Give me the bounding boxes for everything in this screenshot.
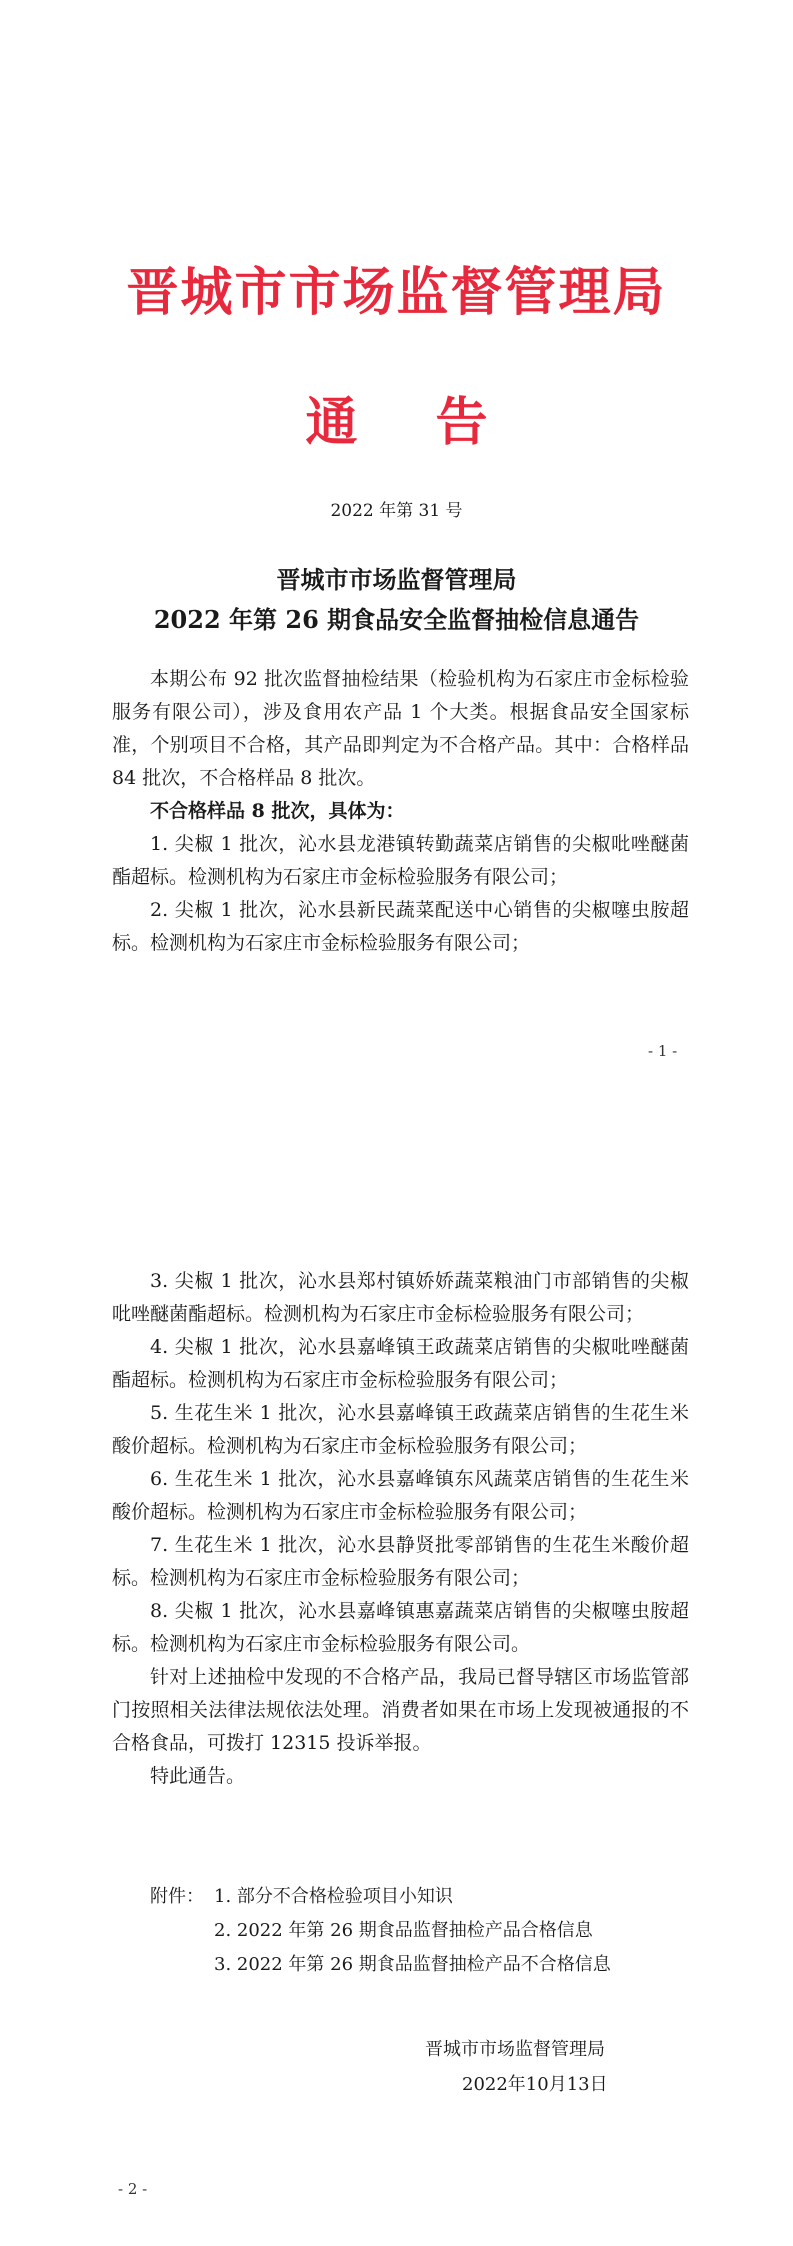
page1-body [112, 663, 689, 960]
page-gap [0, 1100, 793, 1160]
unqualified-item-5: 5. 生花生米 1 批次，沁水县嘉峰镇王政蔬菜店销售的生花生米酸价超标。检测机构为石家庄市金标检验服务有限公司； [112, 1402, 689, 1457]
subtitle-line-1: 晋城市市场监督管理局 [276, 565, 517, 594]
signature-date: 2022年10月13日 [462, 2074, 608, 2095]
attachment-1: 1. 部分不合格检验项目小知识 [214, 1886, 453, 1907]
unqualified-summary: 不合格样品 8 批次，具体为： [150, 800, 405, 822]
attachment-2: 2. 2022 年第 26 期食品监督抽检产品合格信息 [214, 1920, 593, 1941]
handling-paragraph: 针对上述抽检中发现的不合格产品，我局已督导辖区市场监管部门按照相关法律法规依法处理。消费者如果在市场上发现被通报的不合格食品，可拨打 12315 投诉举报。 [112, 1666, 689, 1754]
document-number: 2022 年第 31 号 [330, 501, 463, 521]
unqualified-item-4: 4. 尖椒 1 批次，沁水县嘉峰镇王政蔬菜店销售的尖椒吡唑醚菌酯超标。检测机构为石家庄市金标检验服务有限公司； [112, 1336, 689, 1391]
attachment-row [150, 1880, 710, 1914]
attachment-3: 3. 2022 年第 26 期食品监督抽检产品不合格信息 [214, 1954, 611, 1975]
page2-body [112, 1265, 689, 1793]
unqualified-item-3: 3. 尖椒 1 批次，沁水县郑村镇娇娇蔬菜粮油门市部销售的尖椒吡唑醚菌酯超标。检测机构为石家庄市金标检验服务有限公司； [112, 1270, 689, 1325]
page-number-2: - 2 - [118, 2180, 148, 2198]
unqualified-item-2: 2. 尖椒 1 批次，沁水县新民蔬菜配送中心销售的尖椒噻虫胺超标。检测机构为石家庄市金标检验服务有限公司； [112, 899, 689, 954]
subtitle-line-2: 2022 年第 26 期食品安全监督抽检信息通告 [153, 605, 640, 634]
document-page-1 [0, 0, 793, 1100]
attachments-label: 附件： [150, 1886, 204, 1907]
closing-remark: 特此通告。 [150, 1765, 246, 1787]
attachments-list [150, 1880, 710, 1982]
notice-title: 通 告 [305, 392, 488, 453]
signature-org: 晋城市市场监督管理局 [425, 2039, 605, 2060]
unqualified-item-8: 8. 尖椒 1 批次，沁水县嘉峰镇惠嘉蔬菜店销售的尖椒噻虫胺超标。检测机构为石家庄市金标检验服务有限公司。 [112, 1600, 689, 1655]
unqualified-item-1: 1. 尖椒 1 批次，沁水县龙港镇转勤蔬菜店销售的尖椒吡唑醚菌酯超标。检测机构为石家庄市金标检验服务有限公司； [112, 833, 689, 888]
unqualified-item-7: 7. 生花生米 1 批次，沁水县静贤批零部销售的生花生米酸价超标。检测机构为石家庄市金标检验服务有限公司； [112, 1534, 689, 1589]
intro-paragraph: 本期公布 92 批次监督抽检结果（检验机构为石家庄市金标检验服务有限公司），涉及食用农产品 1 个大类。根据食品安全国家标准，个别项目不合格，其产品即判定为不合格产品。其中：合格样品 84 批次，不合格样品 8 批次。 [112, 668, 689, 789]
unqualified-item-6: 6. 生花生米 1 批次，沁水县嘉峰镇东风蔬菜店销售的生花生米酸价超标。检测机构为石家庄市金标检验服务有限公司； [112, 1468, 689, 1523]
issuing-org-title: 晋城市市场监督管理局 [126, 262, 667, 323]
page-number-1: - 1 - [648, 1042, 678, 1060]
